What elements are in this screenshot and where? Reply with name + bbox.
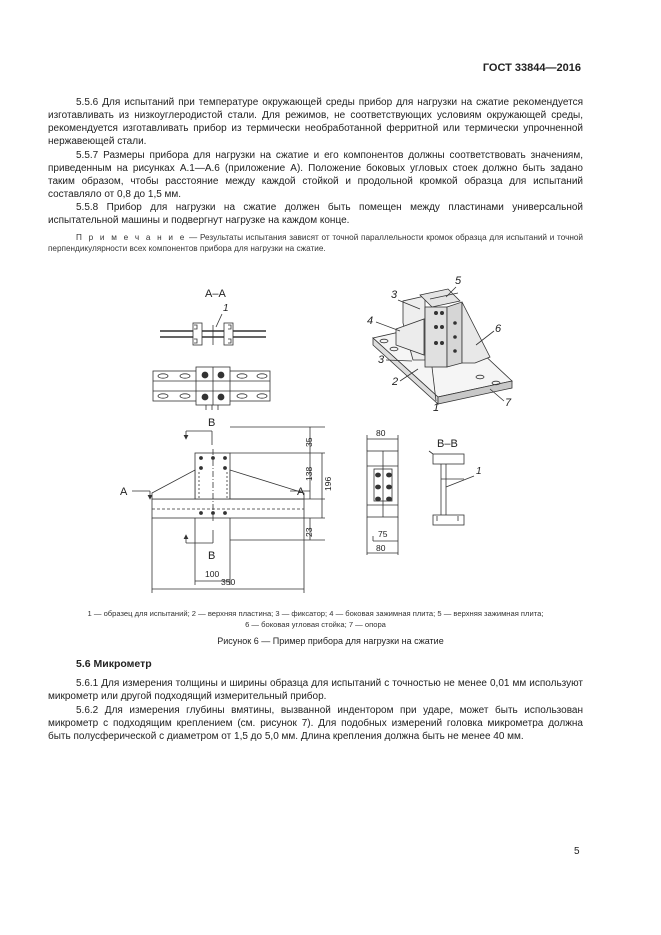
callout-1-bb: 1 (476, 466, 482, 477)
page-number: 5 (574, 846, 580, 857)
callout-3-bottom: 3 (378, 354, 385, 366)
legend-line-2: 6 — боковая угловая стойка; 7 — опора (245, 620, 386, 629)
dim-35: 35 (304, 437, 314, 447)
front-view (152, 449, 304, 522)
callout-5: 5 (455, 275, 462, 287)
callout-3-top: 3 (391, 289, 398, 301)
dim-350: 350 (221, 577, 236, 587)
paragraph-5-5-8: 5.5.8 Прибор для нагрузки на сжатие должен быть помещен между пластинами универсальной испытательной машины и подвергнут нагрузке на каждом конце. (48, 202, 583, 226)
note-label: П р и м е ч а н и е (76, 233, 187, 242)
dim-80-bottom: 80 (376, 543, 386, 553)
figure-legend (48, 608, 583, 630)
dim-75: 75 (378, 529, 388, 539)
mark-b-top: В (208, 417, 216, 429)
mark-b-bottom: В (208, 550, 216, 562)
top-view (153, 367, 270, 410)
mark-a-right: А (297, 486, 305, 498)
side-view (367, 451, 398, 517)
section-aa-label: А–А (205, 288, 226, 300)
dim-196: 196 (323, 476, 333, 491)
callout-2: 2 (392, 376, 399, 388)
paragraph-5-6-2: 5.6.2 Для измерения глубины вмятины, вызванной индентором при ударе, может быть использован микрометр с подходящим креплением (см. рисунок 7). Для подобных измерений головка микрометра должна быть полусферической с диаметром от 1,5 до 5,0 мм. Длина крепления должна быть не менее 40 мм. (48, 705, 583, 742)
mark-a-left: А (120, 486, 128, 498)
paragraph-5-6-1: 5.6.1 Для измерения толщины и ширины образца для испытаний с точностью не менее 0,01 мм используют микрометр или другой подходящий измерительный прибор. (48, 678, 583, 702)
note (48, 232, 583, 254)
legend-line-1: 1 — образец для испытаний; 2 — верхняя пластина; 3 — фиксатор; 4 — боковая зажимная плита; 5 — верхняя зажимная плита; (87, 609, 544, 618)
section-5-6-title: 5.6 Микрометр (76, 658, 152, 670)
figure-6-drawing (0, 265, 661, 605)
dim-23: 23 (304, 527, 314, 537)
section-bb-label: В–В (437, 438, 458, 450)
dim-100: 100 (205, 569, 220, 579)
callout-1-iso: 1 (433, 402, 440, 414)
callout-1-aa: 1 (223, 303, 229, 314)
note-text: — Результаты испытания зависят от точной параллельности кромок образца для испытаний и точной перпендикулярности всех компонентов прибора для нагрузки на сжатие. (48, 233, 583, 253)
section-aa-view (160, 323, 266, 345)
dim-138: 138 (304, 466, 314, 481)
section-bb-view (429, 451, 464, 525)
callout-4: 4 (367, 315, 374, 327)
dim-80-top: 80 (376, 428, 386, 438)
paragraph-5-5-7: 5.5.7 Размеры прибора для нагрузки на сжатие и его компонентов должны соответствовать значениям, приведенным на рисунках А.1—А.6 (приложение А). Положение боковых угловых стоек должно быть задано таким образом, чтобы расстояние между каждой стойкой и продольной кромкой образца для испытаний составляло от 0,8 до 1,5 мм. (48, 150, 583, 200)
paragraph-5-5-6: 5.5.6 Для испытаний при температуре окружающей среды прибор для нагрузки на сжатие рекомендуется изготавливать из низкоуглеродистой стали. Для режимов, не соответствующих условиям окружающей среды, рекомендуется изготавливать прибор из термически необработанной ферритной или термически упрочненной нержавеющей стали. (48, 97, 583, 147)
figure-caption: Рисунок 6 — Пример прибора для нагрузки на сжатие (217, 636, 444, 646)
callout-7: 7 (505, 397, 512, 409)
callout-6: 6 (495, 323, 502, 335)
standard-header: ГОСТ 33844—2016 (482, 62, 581, 74)
